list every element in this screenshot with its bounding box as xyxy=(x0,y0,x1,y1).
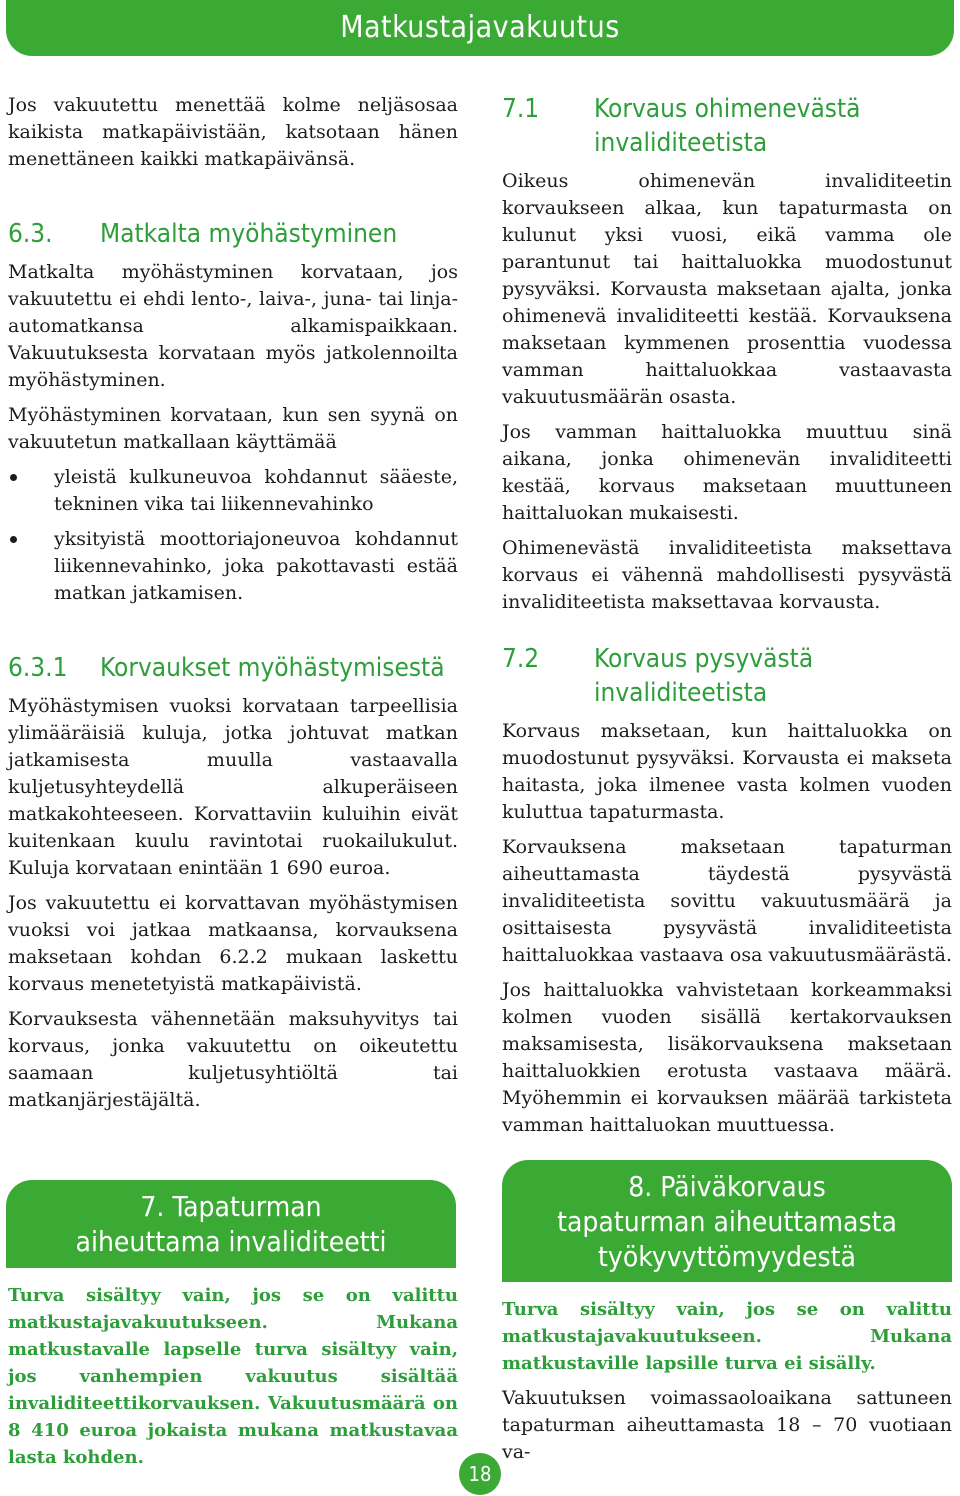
section-7-note: Turva sisältyy vain, jos se on valittu matkustajavakuutukseen. Mukana matkustavalle lapselle turva sisältyy vain, jos vanhempien vakuutus sisältää invaliditeettikorvauksen. Vakuutusmäärä on 8 410 euroa jokaista mukana matkustavaa lasta kohden. xyxy=(8,1285,458,1468)
intro-paragraph: Jos vakuutettu menettää kolme neljäsosaa kaikista matkapäivistään, katsotaan hänen menettäneen kaikki matkapäivänsä. xyxy=(8,94,458,170)
heading-text: Korvaus pysyvästä invaliditeetista xyxy=(594,644,814,708)
heading-text: Korvaus ohimenevästä invaliditeetista xyxy=(594,94,861,158)
bullet-list xyxy=(8,464,458,607)
paragraph: Jos vakuutettu ei korvattavan myöhästymisen vuoksi voi jatkaa matkaansa, korvauksena maksetaan kohdan 6.2.2 mukaan laskettu korvaus menetetyistä matkapäivistä. xyxy=(8,892,458,995)
section-8-note: Turva sisältyy vain, jos se on valittu matkustajavakuutukseen. Mukana matkustaville lapsille turva ei sisälly. xyxy=(502,1299,952,1374)
section-8-title: 8. Päiväkorvaus tapaturman aiheuttamasta työkyvyttömyydestä xyxy=(557,1169,897,1273)
paragraph: Vakuutuksen voimassaoloaikana sattuneen tapaturman aiheuttamasta 18 – 70 vuotiaan va- xyxy=(502,1387,952,1463)
heading-number: 7.2 xyxy=(502,644,540,674)
heading-7-1 xyxy=(502,92,952,160)
heading-text: Matkalta myöhästyminen xyxy=(100,219,398,249)
header-banner xyxy=(6,0,954,56)
heading-number: 6.3.1 xyxy=(8,653,68,683)
paragraph: Oikeus ohimenevän invaliditeetin korvaukseen alkaa, kun tapaturmasta on kulunut yksi vuosi, eikä vamma ole parantunut tai haittaluokka muodostunut pysyväksi. Korvausta maksetaan ajalta, jonka ohimenevä invaliditeetti kestää. Korvauksena maksetaan kymmenen prosenttia vuodessa vamman haittaluokkaa vastaavasta vakuutusmäärän osasta. xyxy=(502,170,952,408)
paragraph: Korvauksesta vähennetään maksuhyvitys tai korvaus, jonka vakuutettu on oikeutettu saamaan kuljetusyhtiöltä tai matkanjärjestäjältä. xyxy=(8,1008,458,1111)
page-title: Matkustajavakuutus xyxy=(340,10,620,45)
paragraph: Jos vamman haittaluokka muuttuu sinä aikana, jonka ohimenevän invaliditeetti kestää, korvaus maksetaan muuttuneen haittaluokan mukaisesti. xyxy=(502,421,952,524)
paragraph: Myöhästyminen korvataan, kun sen syynä on vakuutetun matkallaan käyttämää xyxy=(8,404,458,453)
list-item: yleistä kulkuneuvoa kohdannut sääeste, tekninen vika tai liikennevahinko xyxy=(8,464,458,518)
list-item: yksityistä moottoriajoneuvoa kohdannut liikennevahinko, joka pakottavasti estää matkan jatkamisen. xyxy=(8,526,458,607)
section-8-banner xyxy=(502,1160,952,1282)
section-8-body xyxy=(502,1296,952,1474)
paragraph: Korvaus maksetaan, kun haittaluokka on muodostunut pysyväksi. Korvausta ei makseta haitasta, joka ilmenee vasta kolmen vuoden kuluttua tapaturmasta. xyxy=(502,720,952,823)
paragraph: Ohimenevästä invaliditeetista maksettava korvaus ei vähennä mahdollisesti pysyvästä invaliditeetista maksettavaa korvausta. xyxy=(502,537,952,613)
left-column xyxy=(8,92,458,1122)
paragraph: Myöhästymisen vuoksi korvataan tarpeellisia ylimääräisiä kuluja, jotka johtuvat matkan jatkamisesta muulla vastaavalla kuljetusyhteydellä alkuperäiseen matkakohteeseen. Korvattaviin kuluihin eivät kuitenkaan kuulu ravintotai ruokailukulut. Kuluja korvataan enintään 1 690 euroa. xyxy=(8,695,458,879)
heading-text: Korvaukset myöhästymisestä xyxy=(100,653,445,683)
heading-number: 6.3. xyxy=(8,219,53,249)
section-7-banner xyxy=(6,1180,456,1268)
paragraph: Korvauksena maksetaan tapaturman aiheuttamasta täydestä pysyvästä invaliditeetista sovittu vakuutusmäärä ja osittaisesta pysyvästä invaliditeetista haittaluokkaa vastaava osa vakuutusmäärästä. xyxy=(502,836,952,966)
heading-number: 7.1 xyxy=(502,94,540,124)
page-number-badge: 18 xyxy=(459,1453,501,1495)
heading-6-3 xyxy=(8,217,458,251)
section-7-title: 7. Tapaturman aiheuttama invaliditeetti xyxy=(75,1190,387,1258)
paragraph: Jos haittaluokka vahvistetaan korkeammaksi kolmen vuoden sisällä kertakorvauksen maksamisesta, lisäkorvauksena maksetaan haittaluokkien erotusta vastaava määrä. Myöhemmin ei korvauksen määrää tarkisteta vamman haittaluokan muuttuessa. xyxy=(502,979,952,1136)
section-7-body xyxy=(8,1282,458,1479)
heading-6-3-1 xyxy=(8,651,458,685)
paragraph: Matkalta myöhästyminen korvataan, jos vakuutettu ei ehdi lento-, laiva-, juna- tai linja-automatkansa alkamispaikkaan. Vakuutuksesta korvataan myös jatkolennoilta myöhästyminen. xyxy=(8,261,458,391)
right-column xyxy=(502,92,952,1147)
heading-7-2 xyxy=(502,642,952,710)
